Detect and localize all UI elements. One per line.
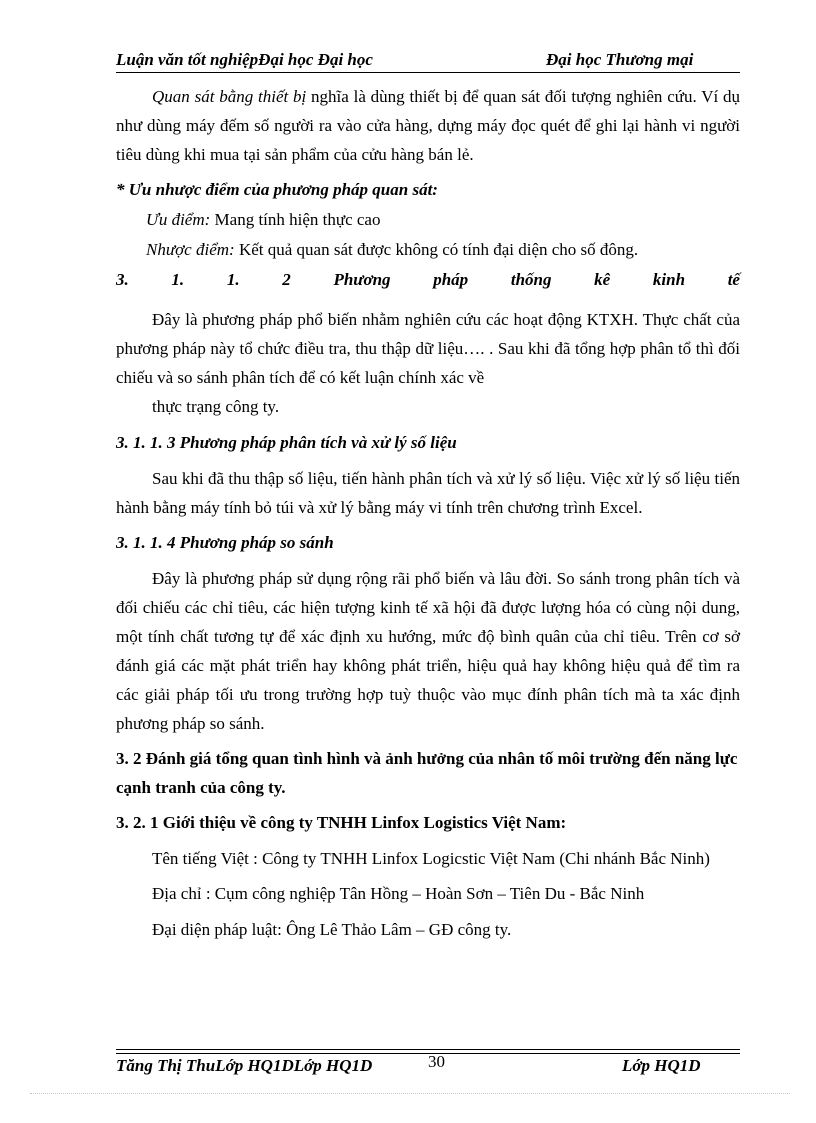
heading-word: tế <box>727 270 740 289</box>
cons-text: Kết quả quan sát được không có tính đại diện cho số đông. <box>234 240 639 259</box>
company-address-line: Địa chỉ : Cụm công nghiệp Tân Hồng – Hoàn Sơn – Tiên Du - Bắc Ninh <box>152 884 645 903</box>
heading-pros-cons: * Ưu nhược điểm của phương pháp quan sát: <box>116 180 438 199</box>
page-number: 30 <box>428 1052 445 1071</box>
footer-right-text: Lớp HQ1D <box>622 1056 701 1075</box>
header-left-text: Luận văn tốt nghiệpĐại học Đại học <box>116 50 373 69</box>
heading-3-1-1-3: 3. 1. 1. 3 Phương pháp phân tích và xử lý số liệu <box>116 433 457 452</box>
paragraph-statistics-method: Đây là phương pháp phổ biến nhằm nghiên cứu các hoạt động KTXH. Thực chất của phương pháp này tổ chức điều tra, thu thập dữ liệu…. . Sau khi đã tổng hợp phân tổ thì đối chiếu và so sánh phân tích để có kết luận chính xác về <box>116 310 740 387</box>
heading-3-2-1: 3. 2. 1 Giới thiệu về công ty TNHH Linfox Logistics Việt Nam: <box>116 813 567 832</box>
heading-3-1-1-2 <box>116 265 740 295</box>
pros-label: Ưu điểm: <box>146 210 211 229</box>
heading-word: kinh <box>652 270 686 289</box>
heading-3-2: 3. 2 Đánh giá tổng quan tình hình và ảnh hưởng của nhân tố môi trường đến năng lực cạnh tranh của công ty. <box>116 749 738 797</box>
paragraph-statistics-method-cont: thực trạng công ty. <box>152 397 280 416</box>
company-name-line: Tên tiếng Việt : Công ty TNHH Linfox Logicstic Việt Nam (Chi nhánh Bắc Ninh) <box>152 849 710 868</box>
observation-device-term: Quan sát bằng thiết bị <box>152 87 307 106</box>
company-representative-line: Đại diện pháp luật: Ông Lê Thảo Lâm – GĐ công ty. <box>152 920 512 939</box>
pros-line <box>116 205 740 235</box>
observation-device-text: nghĩa là dùng thiết bị để quan sát đối tượng nghiên cứu. Ví dụ như dùng máy đếm số người ra vào cửa hàng, dựng máy đọc quét để ghi lại hành vi người tiêu dùng khi mua tại sản phẩm của cửu hàng bán lẻ. <box>116 87 740 164</box>
page-body <box>116 82 740 945</box>
header-rule <box>116 72 740 73</box>
cons-label: Nhược điểm: <box>146 240 235 259</box>
heading-word: Phương <box>333 270 391 289</box>
page-footer <box>116 1053 740 1079</box>
heading-word: 1. <box>171 270 185 289</box>
footer-left-text: Tăng Thị ThuLớp HQ1DLớp HQ1D <box>116 1056 373 1075</box>
paragraph-data-analysis: Sau khi đã thu thập số liệu, tiến hành phân tích và xử lý số liệu. Việc xử lý số liệu tiến hành bằng máy tính bỏ túi và xử lý bằng máy vi tính trên chương trình Excel. <box>116 469 740 517</box>
heading-word: kê <box>594 270 611 289</box>
heading-word: pháp <box>433 270 469 289</box>
heading-3-1-1-4: 3. 1. 1. 4 Phương pháp so sánh <box>116 533 334 552</box>
heading-word: 1. <box>226 270 240 289</box>
page-bottom-dotted-border <box>30 1093 790 1094</box>
paragraph-observation-device <box>116 82 740 169</box>
paragraph-comparison-method: Đây là phương pháp sử dụng rộng rãi phổ biến và lâu đời. So sánh trong phân tích và đối chiếu các chỉ tiêu, các hiện tượng kinh tế xã hội đã được lượng hóa có cùng nội dung, một tính chất tương tự để xác định xu hướng, mức độ bình quân của chỉ tiêu. Trên cơ sở đánh giá các mặt phát triển hay không phát triển, hiệu quả hay không hiệu quả để tìm ra các giải pháp tối ưu trong trường hợp tuỳ thuộc vào mục đính phân tích mà ta xác định phương pháp so sánh. <box>116 569 740 733</box>
heading-word: 3. <box>116 270 129 289</box>
heading-word: thống <box>510 270 552 289</box>
footer-rule-top <box>116 1049 740 1050</box>
cons-line <box>116 235 740 265</box>
pros-text: Mang tính hiện thực cao <box>210 210 381 229</box>
page-header <box>116 48 740 72</box>
heading-word: 2 <box>282 270 291 289</box>
header-right-text: Đại học Thương mại <box>546 50 694 69</box>
